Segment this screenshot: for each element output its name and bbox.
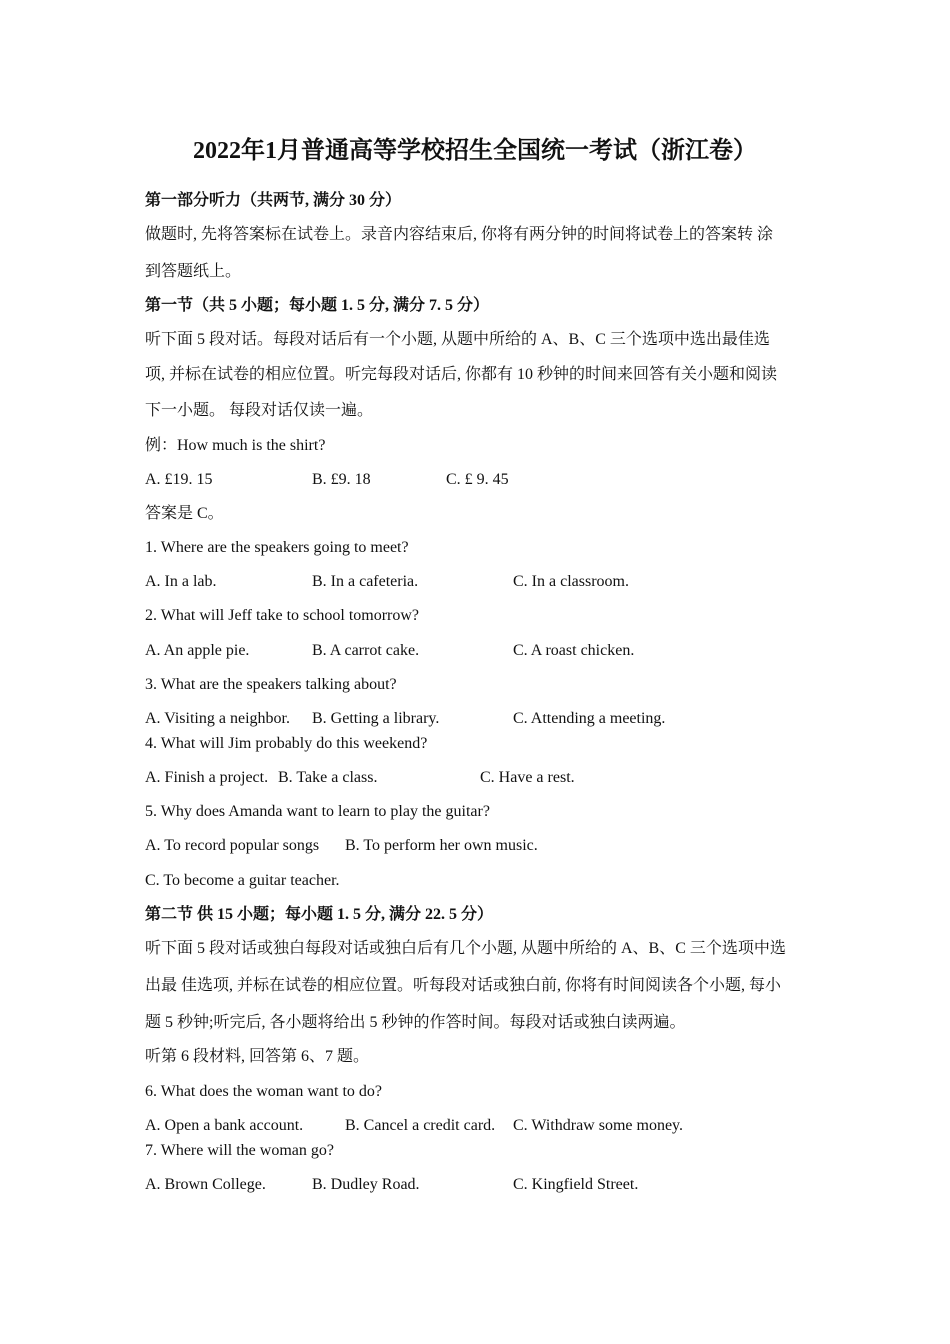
section2-material-note: 听第 6 段材料, 回答第 6、7 题。 [145,1048,370,1065]
section1-instructions-line3: 下一小题。 每段对话仅读一遍。 [145,402,374,419]
option-c: C. A roast chicken. [513,642,635,659]
example-option-b: B. £9. 18 [312,471,371,488]
page-title: 2022年1月普通高等学校招生全国统一考试（浙江卷） [193,138,757,164]
option-a: A. An apple pie. [145,642,250,659]
question-text: 3. What are the speakers talking about? [145,676,397,693]
option-c: C. Have a rest. [480,769,575,786]
option-a: A. Open a bank account. [145,1117,304,1134]
question-text: 2. What will Jeff take to school tomorrow? [145,607,420,624]
section1-instructions-line2: 项, 并标在试卷的相应位置。听完每段对话后, 你都有 10 秒钟的时间来回答有关小题和阅读 [145,366,778,383]
option-b: B. Cancel a credit card. [345,1117,496,1134]
option-b: B. Dudley Road. [312,1176,420,1193]
option-c: C. In a classroom. [513,573,629,590]
section1-heading: 第一节（共 5 小题；每小题 1. 5 分, 满分 7. 5 分） [145,297,490,314]
option-b: B. To perform her own music. [345,837,538,854]
option-a: A. Visiting a neighbor. [145,710,290,727]
option-a: A. Finish a project. [145,769,269,786]
example-answer: 答案是 C。 [145,505,224,522]
option-b: B. A carrot cake. [312,642,420,659]
example-option-a: A. £19. 15 [145,471,213,488]
example-question: 例：How much is the shirt? [145,437,326,454]
question-text: 4. What will Jim probably do this weekend? [145,735,428,752]
part1-instructions-line2: 到答题纸上。 [145,263,242,280]
question-text: 1. Where are the speakers going to meet? [145,539,409,556]
option-b: B. Getting a library. [312,710,440,727]
section2-instructions-line1: 听下面 5 段对话或独白每段对话或独白后有几个小题, 从题中所给的 A、B、C 三个选项中选 [145,940,786,957]
question-text: 6. What does the woman want to do? [145,1083,382,1100]
section2-heading: 第二节 供 15 小题；每小题 1. 5 分, 满分 22. 5 分） [145,906,494,923]
option-a: A. Brown College. [145,1176,266,1193]
section2-instructions-line3: 题 5 秒钟;听完后, 各小题将给出 5 秒钟的作答时间。每段对话或独白读两遍。 [145,1014,686,1031]
option-b: B. In a cafeteria. [312,573,419,590]
question-text: 7. Where will the woman go? [145,1142,334,1159]
section1-instructions-line1: 听下面 5 段对话。每段对话后有一个小题, 从题中所给的 A、B、C 三个选项中选出最佳选 [145,331,770,348]
part1-instructions-line1: 做题时, 先将答案标在试卷上。录音内容结束后, 你将有两分钟的时间将试卷上的答案转 涂 [145,226,774,243]
option-c: C. Withdraw some money. [513,1117,683,1134]
option-c: C. Kingfield Street. [513,1176,639,1193]
option-a: A. To record popular songs [145,837,320,854]
option-a: A. In a lab. [145,573,217,590]
option-b: B. Take a class. [278,769,378,786]
option-c: C. Attending a meeting. [513,710,666,727]
example-option-c: C. £ 9. 45 [446,471,509,488]
part1-heading: 第一部分听力（共两节, 满分 30 分） [145,192,402,209]
option-c: C. To become a guitar teacher. [145,872,340,889]
question-text: 5. Why does Amanda want to learn to play the guitar? [145,803,490,820]
section2-instructions-line2: 出最 佳选项, 并标在试卷的相应位置。听每段对话或独白前, 你将有时间阅读各个小题, 每小 [145,977,782,994]
